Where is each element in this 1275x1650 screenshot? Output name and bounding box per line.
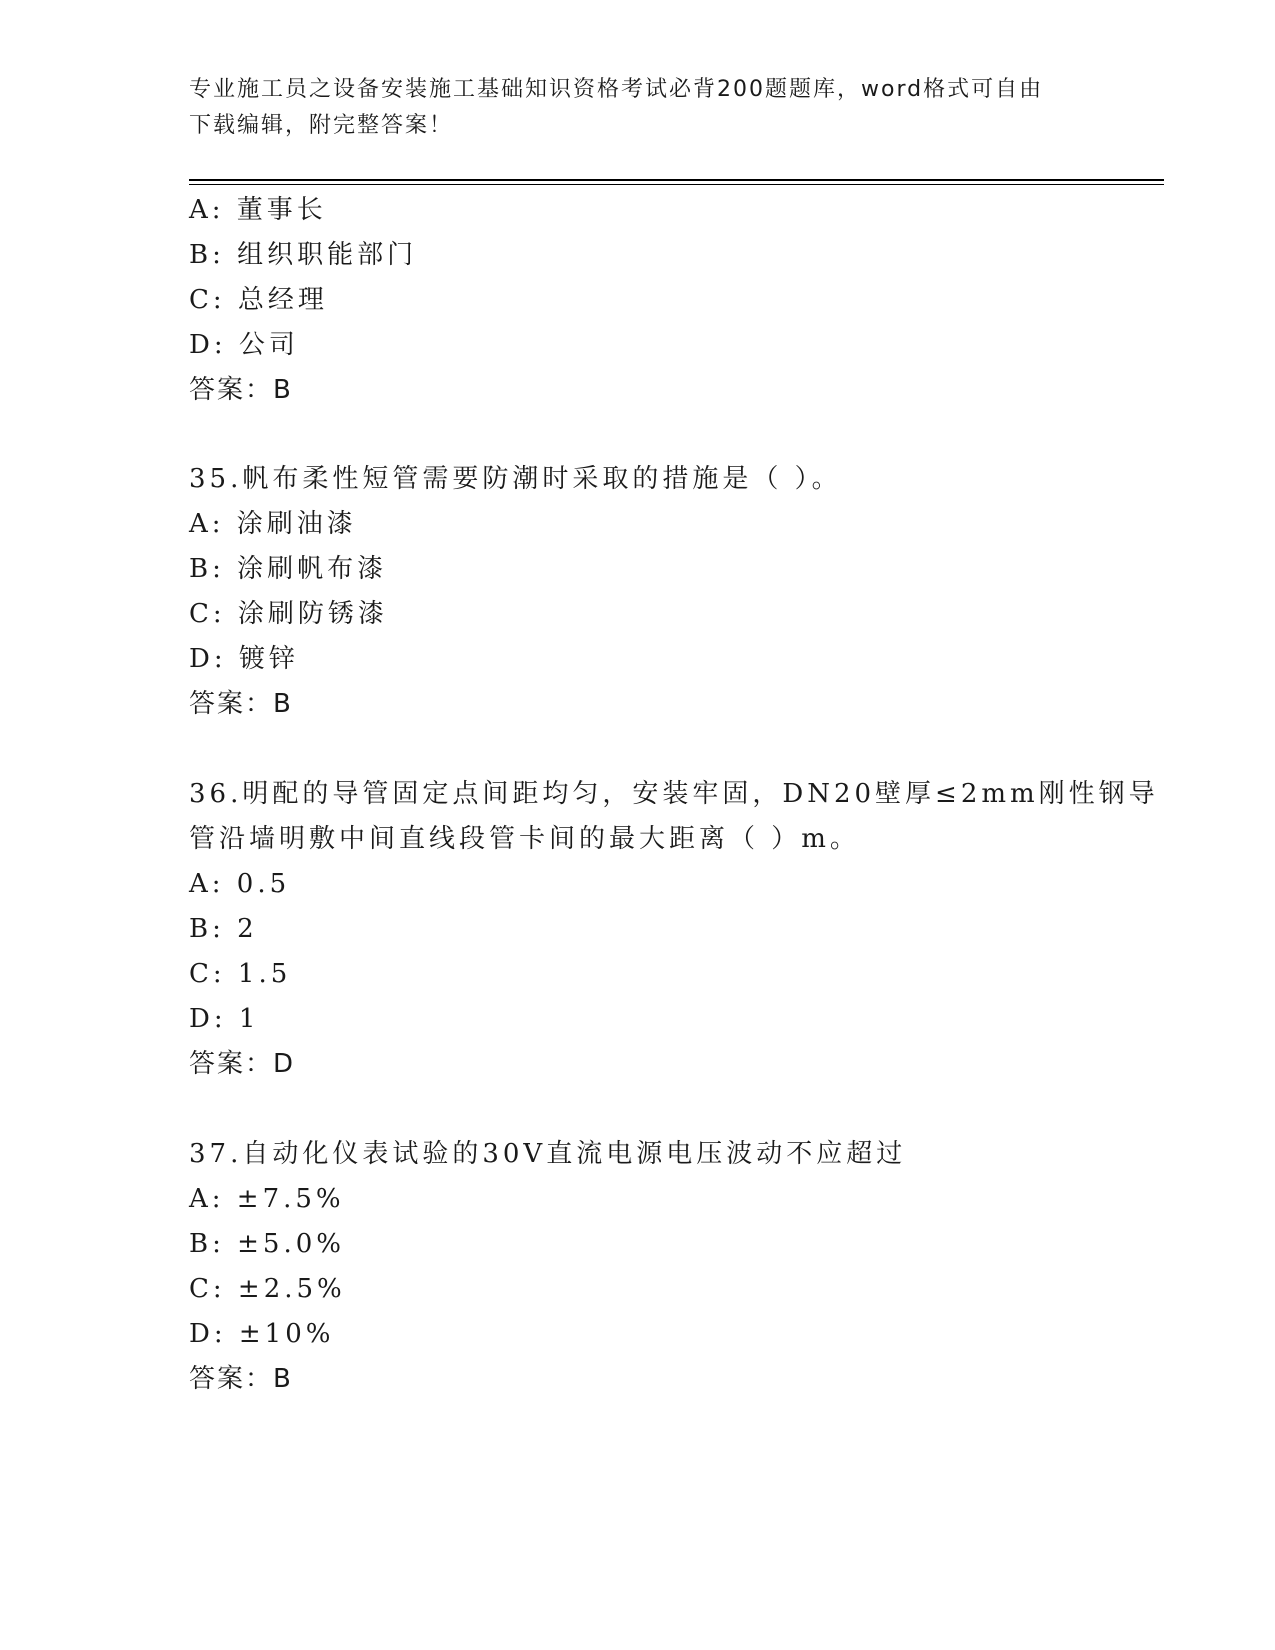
q36-answer: 答案：D — [189, 1049, 296, 1079]
q37-stem: 37.自动化仪表试验的30V直流电源电压波动不应超过 — [189, 1139, 907, 1169]
q34-option-c: C: 总经理 — [189, 285, 328, 315]
q35-answer: 答案：B — [189, 689, 293, 719]
q37-option-c: C: ±2.5% — [189, 1274, 346, 1304]
q35-option-a: A: 涂刷油漆 — [189, 509, 357, 539]
q36-option-d: D: 1 — [189, 1004, 260, 1034]
header-rule-thin — [189, 184, 1164, 185]
q34-answer: 答案：B — [189, 375, 293, 405]
q37-answer: 答案：B — [189, 1364, 293, 1394]
header-rule-thick — [189, 179, 1164, 181]
q37-option-b: B: ±5.0% — [189, 1229, 345, 1259]
q35-option-c: C: 涂刷防锈漆 — [189, 599, 388, 629]
q37-option-a: A: ±7.5% — [189, 1184, 345, 1214]
q36-stem-line-2: 管沿墙明敷中间直线段管卡间的最大距离（ ）m。 — [189, 824, 860, 854]
q36-option-a: A: 0.5 — [189, 869, 291, 899]
q34-option-b: B: 组织职能部门 — [189, 240, 418, 270]
document-header — [189, 72, 1089, 144]
q36-option-b: B: 2 — [189, 914, 258, 944]
q34-option-d: D: 公司 — [189, 330, 299, 360]
q35-option-d: D: 镀锌 — [189, 644, 299, 674]
q34-option-a: A: 董事长 — [189, 195, 327, 225]
q35-stem: 35.帆布柔性短管需要防潮时采取的措施是（ ）。 — [189, 464, 842, 494]
q36-option-c: C: 1.5 — [189, 959, 292, 989]
q36-stem-line-1: 36.明配的导管固定点间距均匀，安装牢固，DN20壁厚≤2mm刚性钢导 — [189, 779, 1159, 809]
q37-option-d: D: ±10% — [189, 1319, 335, 1349]
header-line-2: 下载编辑，附完整答案！ — [189, 113, 454, 138]
header-line-1: 专业施工员之设备安装施工基础知识资格考试必背200题题库，word格式可自由 — [189, 77, 1044, 102]
q35-option-b: B: 涂刷帆布漆 — [189, 554, 388, 584]
